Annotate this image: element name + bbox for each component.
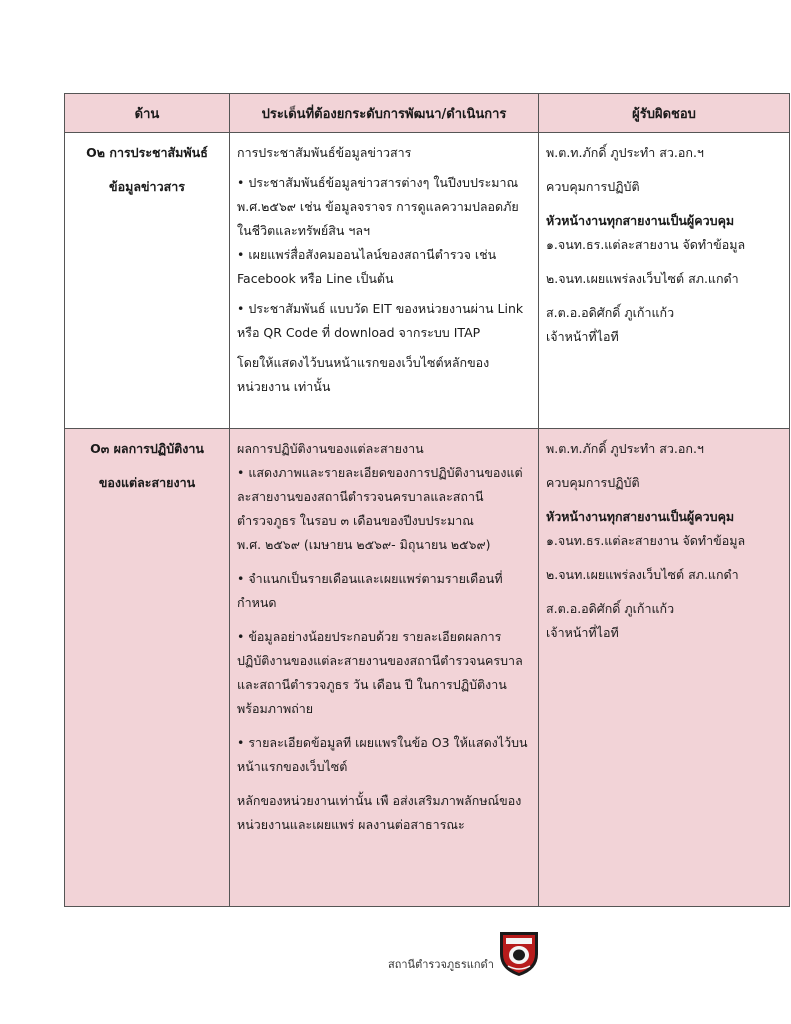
topic-line: O๒ การประชาสัมพันธ์ xyxy=(86,145,208,160)
responsible-line: ๑.จนท.ธร.แต่ละสายงาน จัดทำข้อมูล xyxy=(546,533,746,548)
issue-line: • ข้อมูลอย่างน้อยประกอบด้วย รายละเอียดผลการ xyxy=(237,629,502,644)
issue-line: พ.ศ.๒๕๖๙ เช่น ข้อมูลจราจร การดูแลความปลอดภัย xyxy=(237,199,519,214)
issue-line: ตำรวจภูธร ในรอบ ๓ เดือนของปีงบประมาณ xyxy=(237,513,474,528)
issue-line: • ประชาสัมพันธ์ข้อมูลข่าวสารต่างๆ ในปีงบประมาณ xyxy=(237,175,519,190)
row-responsible-cell xyxy=(539,429,790,907)
action-plan-table xyxy=(64,93,790,907)
topic-line: ข้อมูลข่าวสาร xyxy=(109,179,185,194)
issue-line: ปฏิบัติงานของแต่ละสายงานของสถานีตำรวจนครบาล xyxy=(237,653,523,668)
row-responsible-cell xyxy=(539,133,790,429)
table-row xyxy=(65,429,790,907)
topic-line: O๓ ผลการปฏิบัติงาน xyxy=(90,441,204,456)
issue-line: กำหนด xyxy=(237,595,277,610)
table-row xyxy=(65,133,790,429)
police-emblem-icon xyxy=(496,928,542,978)
row-issue-cell xyxy=(230,429,539,907)
responsible-line: ส.ต.อ.อดิศักดิ์ ภูเก้าแก้ว xyxy=(546,305,675,320)
issue-intro: ผลการปฏิบัติงานของแต่ละสายงาน xyxy=(237,441,424,456)
issue-line: • จำแนกเป็นรายเดือนและเผยแพร่ตามรายเดือนที่ xyxy=(237,571,503,586)
responsible-line: พ.ต.ท.ภักดิ์ ภูประทำ สว.อก.ฯ xyxy=(546,145,704,160)
issue-line: หน้าแรกของเว็บไซต์ xyxy=(237,759,348,774)
issue-line: • แสดงภาพและรายละเอียดของการปฏิบัติงานของแต่ xyxy=(237,465,523,480)
responsible-line: ๒.จนท.เผยแพร่ลงเว็บไซต์ สภ.แกดำ xyxy=(546,271,739,286)
responsible-line: เจ้าหน้าที่ไอที xyxy=(546,329,619,344)
responsible-line: พ.ต.ท.ภักดิ์ ภูประทำ สว.อก.ฯ xyxy=(546,441,704,456)
issue-line: หลักของหน่วยงานเท่านั้น เพื อส่งเสริมภาพลักษณ์ของ xyxy=(237,793,522,808)
topic-line: ของแต่ละสายงาน xyxy=(98,475,196,490)
responsible-line: ควบคุมการปฏิบัติ xyxy=(546,475,640,490)
header-aspect: ด้าน xyxy=(65,94,230,133)
issue-line: • ประชาสัมพันธ์ แบบวัด EIT ของหน่วยงานผ่าน Link xyxy=(237,301,524,316)
table-header-row xyxy=(65,94,790,133)
issue-line: และสถานีตำรวจภูธร วัน เดือน ปี ในการปฏิบัติงาน xyxy=(237,677,507,692)
issue-line: Facebook หรือ Line เป็นต้น xyxy=(237,271,394,286)
responsible-line: หัวหน้างานทุกสายงานเป็นผู้ควบคุม xyxy=(546,213,735,228)
issue-line: • เผยแพร่สื่อสังคมออนไลน์ของสถานีตำรวจ เช่น xyxy=(237,247,497,262)
row-issue-cell xyxy=(230,133,539,429)
header-issue: ประเด็นที่ต้องยกระดับการพัฒนา/ดำเนินการ xyxy=(230,94,539,133)
responsible-line: เจ้าหน้าที่ไอที xyxy=(546,625,619,640)
issue-line: ในชีวิตและทรัพย์สิน ฯลฯ xyxy=(237,223,371,238)
responsible-line: ส.ต.อ.อดิศักดิ์ ภูเก้าแก้ว xyxy=(546,601,675,616)
issue-line: หน่วยงานและเผยแพร่ ผลงานต่อสาธารณะ xyxy=(237,817,465,832)
issue-line: พร้อมภาพถ่าย xyxy=(237,701,314,716)
issue-intro: การประชาสัมพันธ์ข้อมูลข่าวสาร xyxy=(237,145,412,160)
issue-line: • รายละเอียดข้อมูลที เผยแพรในข้อ O3 ให้แสดงไว้บน xyxy=(237,735,528,750)
footer-station-name: สถานีตำรวจภูธรแกดำ xyxy=(388,958,494,971)
issue-line: หรือ QR Code ที่ download จากระบบ ITAP xyxy=(237,325,481,340)
issue-line: โดยให้แสดงไว้บนหน้าแรกของเว็บไซต์หลักของ xyxy=(237,355,490,370)
row-topic-cell xyxy=(65,133,230,429)
row-topic-cell xyxy=(65,429,230,907)
issue-line: พ.ศ. ๒๕๖๙ (เมษายน ๒๕๖๙- มิถุนายน ๒๕๖๙) xyxy=(237,537,491,552)
responsible-line: ๑.จนท.ธร.แต่ละสายงาน จัดทำข้อมูล xyxy=(546,237,746,252)
issue-line: ละสายงานของสถานีตำรวจนครบาลและสถานี xyxy=(237,489,484,504)
issue-line: หน่วยงาน เท่านั้น xyxy=(237,379,331,394)
header-responsible: ผู้รับผิดชอบ xyxy=(539,94,790,133)
responsible-line: ๒.จนท.เผยแพร่ลงเว็บไซต์ สภ.แกดำ xyxy=(546,567,739,582)
responsible-line: หัวหน้างานทุกสายงานเป็นผู้ควบคุม xyxy=(546,509,735,524)
responsible-line: ควบคุมการปฏิบัติ xyxy=(546,179,640,194)
